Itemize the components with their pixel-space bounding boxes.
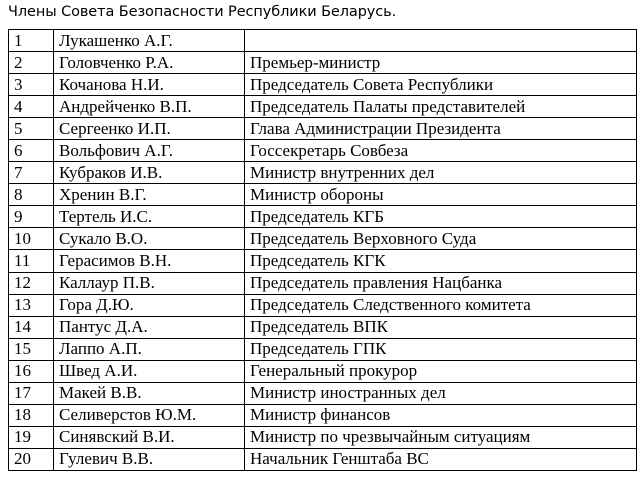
table-row [9, 338, 637, 360]
member-position-cell: Председатель ВПК [245, 316, 637, 338]
member-position-cell: Председатель ГПК [245, 338, 637, 360]
member-position-cell [245, 30, 637, 52]
table-row [9, 294, 637, 316]
table-row [9, 360, 637, 382]
row-number-cell: 8 [9, 184, 54, 206]
member-position-cell: Председатель Совета Республики [245, 74, 637, 96]
member-name-cell: Пантус Д.А. [54, 316, 245, 338]
row-number-cell: 18 [9, 404, 54, 426]
member-name-cell: Лаппо А.П. [54, 338, 245, 360]
member-position-cell: Генеральный прокурор [245, 360, 637, 382]
member-name-cell: Гора Д.Ю. [54, 294, 245, 316]
member-position-cell: Министр внутренних дел [245, 162, 637, 184]
row-number-cell: 2 [9, 52, 54, 74]
member-position-cell: Министр по чрезвычайным ситуациям [245, 426, 637, 448]
member-name-cell: Сукало В.О. [54, 228, 245, 250]
table-row [9, 448, 637, 470]
member-position-cell: Председатель КГБ [245, 206, 637, 228]
table-row [9, 382, 637, 404]
row-number-cell: 16 [9, 360, 54, 382]
member-position-cell: Председатель КГК [245, 250, 637, 272]
member-position-cell: Председатель Верховного Суда [245, 228, 637, 250]
member-position-cell: Премьер-министр [245, 52, 637, 74]
member-name-cell: Синявский В.И. [54, 426, 245, 448]
member-name-cell: Сергеенко И.П. [54, 118, 245, 140]
member-position-cell: Министр финансов [245, 404, 637, 426]
member-name-cell: Андрейченко В.П. [54, 96, 245, 118]
table-row [9, 316, 637, 338]
member-position-cell: Председатель правления Нацбанка [245, 272, 637, 294]
table-row [9, 118, 637, 140]
row-number-cell: 11 [9, 250, 54, 272]
table-row [9, 184, 637, 206]
member-position-cell: Министр иностранных дел [245, 382, 637, 404]
member-name-cell: Кочанова Н.И. [54, 74, 245, 96]
row-number-cell: 6 [9, 140, 54, 162]
table-row [9, 272, 637, 294]
member-name-cell: Швед А.И. [54, 360, 245, 382]
table-row [9, 30, 637, 52]
member-name-cell: Селиверстов Ю.М. [54, 404, 245, 426]
members-table [8, 29, 637, 471]
member-name-cell: Гулевич В.В. [54, 448, 245, 470]
row-number-cell: 7 [9, 162, 54, 184]
member-name-cell: Кубраков И.В. [54, 162, 245, 184]
member-position-cell: Начальник Генштаба ВС [245, 448, 637, 470]
row-number-cell: 14 [9, 316, 54, 338]
member-name-cell: Вольфович А.Г. [54, 140, 245, 162]
table-row [9, 162, 637, 184]
row-number-cell: 13 [9, 294, 54, 316]
member-name-cell: Хренин В.Г. [54, 184, 245, 206]
row-number-cell: 15 [9, 338, 54, 360]
table-row [9, 74, 637, 96]
member-name-cell: Тертель И.С. [54, 206, 245, 228]
table-row [9, 96, 637, 118]
row-number-cell: 3 [9, 74, 54, 96]
table-row [9, 52, 637, 74]
table-row [9, 404, 637, 426]
row-number-cell: 20 [9, 448, 54, 470]
table-row [9, 206, 637, 228]
row-number-cell: 19 [9, 426, 54, 448]
member-position-cell: Председатель Следственного комитета [245, 294, 637, 316]
row-number-cell: 17 [9, 382, 54, 404]
member-position-cell: Госсекретарь Совбеза [245, 140, 637, 162]
table-row [9, 140, 637, 162]
row-number-cell: 9 [9, 206, 54, 228]
table-row [9, 426, 637, 448]
table-row [9, 250, 637, 272]
row-number-cell: 10 [9, 228, 54, 250]
document-title: Члены Совета Безопасности Республики Беларусь. [8, 4, 397, 20]
row-number-cell: 1 [9, 30, 54, 52]
member-name-cell: Головченко Р.А. [54, 52, 245, 74]
member-position-cell: Глава Администрации Президента [245, 118, 637, 140]
member-name-cell: Каллаур П.В. [54, 272, 245, 294]
row-number-cell: 12 [9, 272, 54, 294]
members-table-body [9, 30, 637, 471]
table-row [9, 228, 637, 250]
row-number-cell: 4 [9, 96, 54, 118]
member-position-cell: Председатель Палаты представителей [245, 96, 637, 118]
member-name-cell: Лукашенко А.Г. [54, 30, 245, 52]
member-name-cell: Макей В.В. [54, 382, 245, 404]
member-position-cell: Министр обороны [245, 184, 637, 206]
row-number-cell: 5 [9, 118, 54, 140]
member-name-cell: Герасимов В.Н. [54, 250, 245, 272]
